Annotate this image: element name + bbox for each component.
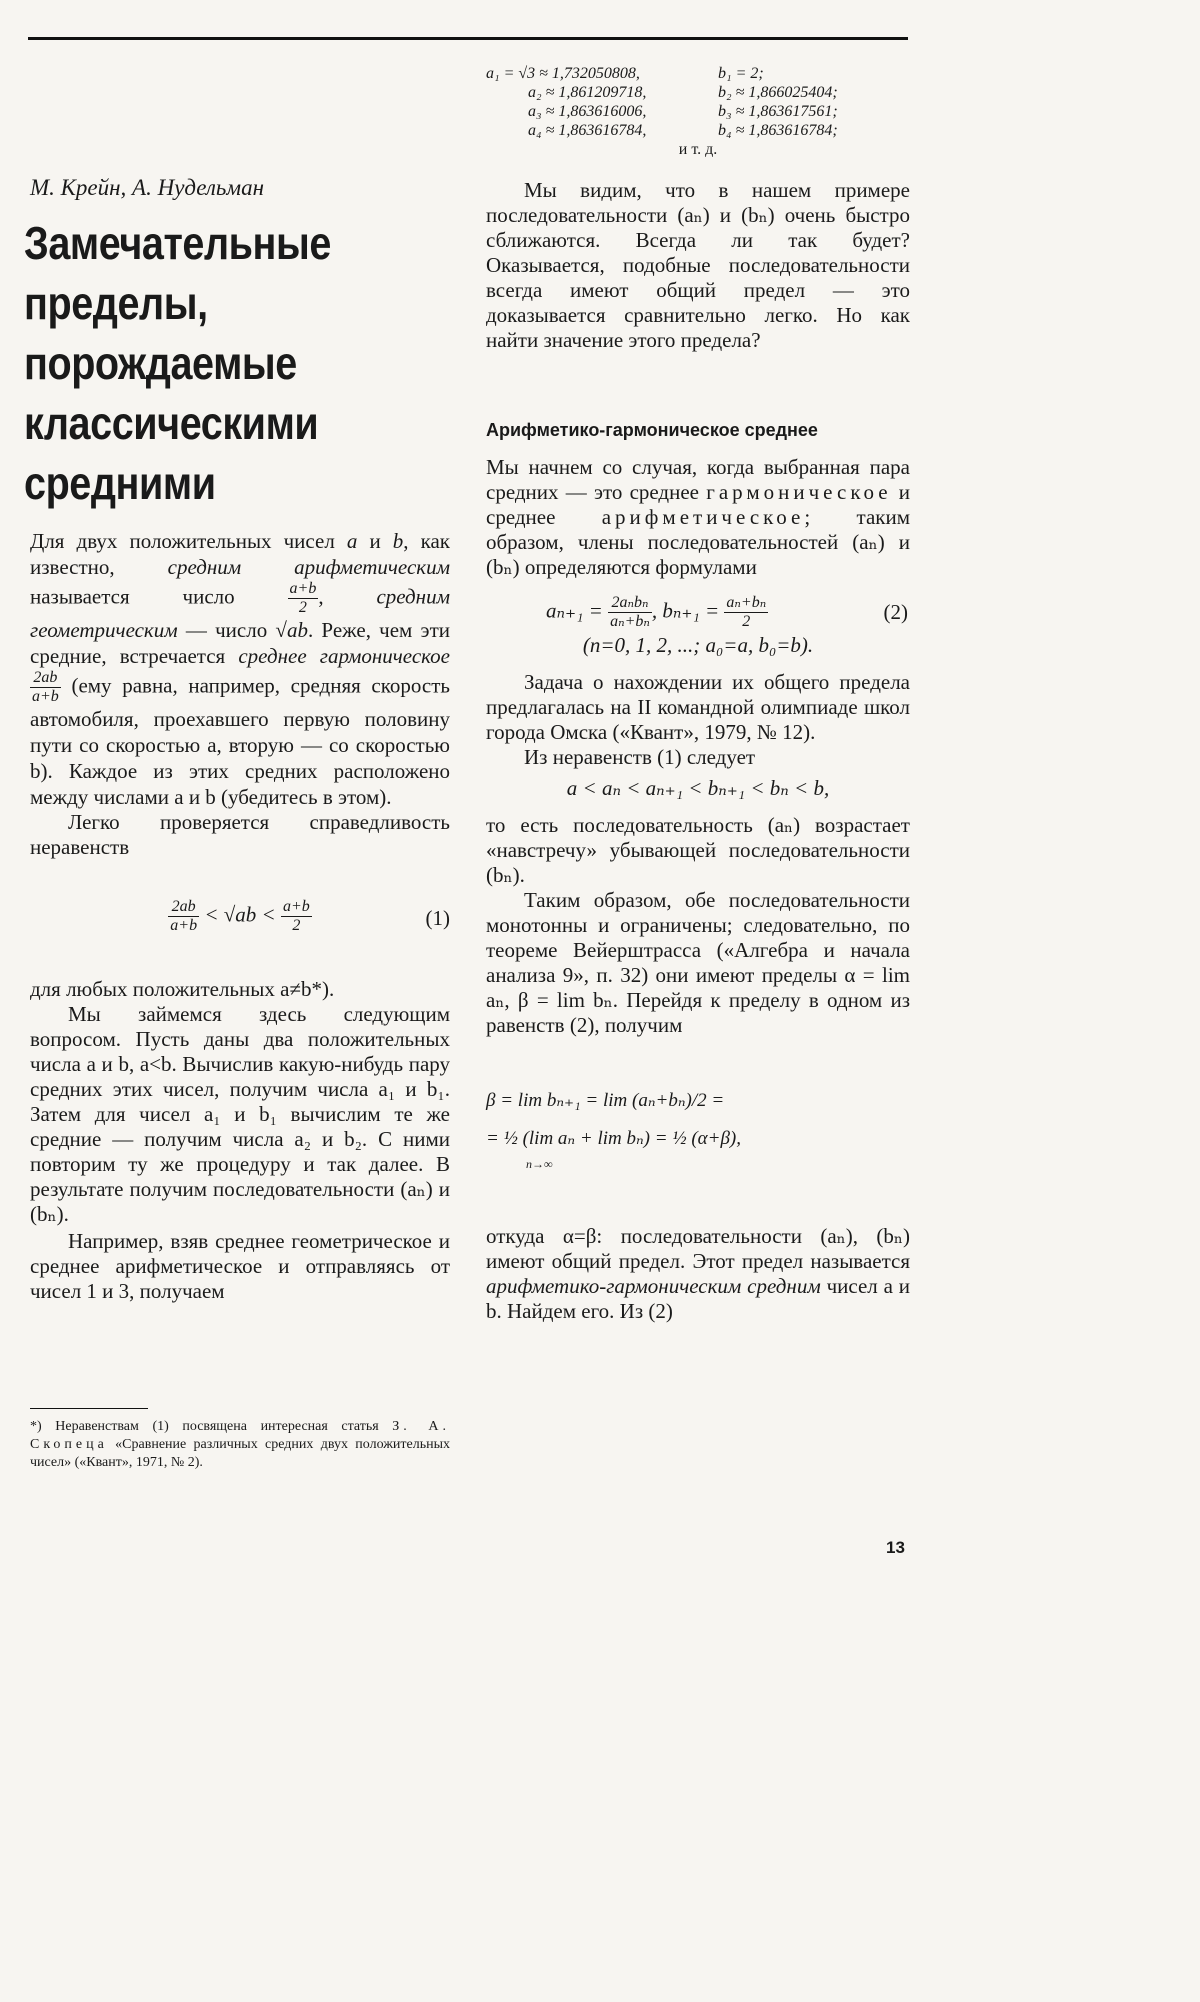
sequence-row (486, 83, 910, 102)
footnote-rule (30, 1408, 148, 1409)
inequality: a < aₙ < aₙ₊₁ < bₙ₊₁ < bₙ < b, (566, 776, 830, 800)
a-value: a₂ ≈ 1,861209718, (528, 84, 647, 101)
title-line: классическими (24, 397, 319, 449)
text: называется число (30, 584, 288, 609)
paragraph: для любых положительных a≠b*). (30, 977, 335, 1001)
text: b (392, 529, 404, 553)
paragraph (30, 528, 450, 810)
denominator: 2 (742, 613, 751, 630)
paragraph: Из неравенств (1) следует (524, 745, 756, 769)
paragraph: то есть последовательность (aₙ) возрастает «навстречу» убывающей последовательности (bₙ). (486, 813, 910, 887)
sequence-table (486, 64, 910, 159)
fraction (724, 594, 768, 631)
text: — число (177, 618, 276, 642)
paragraph: Задача о нахождении их общего предела предлагалась на II командной олимпиаде школ города Омска («Квант», 1979, № 12). (486, 670, 910, 744)
page-number: 13 (886, 1538, 905, 1557)
b-value: b₃ ≈ 1,863617561; (718, 103, 838, 120)
text: гармоническое (706, 480, 892, 504)
text: и (357, 529, 393, 553)
fraction (30, 669, 61, 706)
section-title: Арифметико-гармоническое среднее (486, 420, 818, 440)
denominator: a+b (170, 917, 198, 934)
fraction (281, 898, 312, 935)
equation-2-condition: (n=0, 1, 2, ...; a₀=a, b₀=b). (582, 633, 814, 657)
equation-2 (486, 594, 910, 631)
authors: М. Крейн, А. Нудельман (30, 175, 264, 200)
text: (ему равна, например, средняя скорость автомобиля, проехавшего первую половину пути со скоростью a, вторую — со скоростью b). Каждое из этих средних расположено между числами a и b (убедитесь в этом). (30, 673, 450, 809)
right-column-top (486, 178, 910, 353)
top-rule (28, 37, 908, 40)
paragraph: Мы займемся здесь следующим вопросом. Пусть даны два положительных числа a и b, a<b. Вычислив какую-нибудь пару средних этих чисел, получим числа a₁ и b₁. Затем для чисел a₁ и b₁ вычислим те же средние — получим числа a₂ и b₂. С ними повторим ту же процедуру и так далее. В результате получим последовательности (aₙ) и (bₙ). (30, 1002, 450, 1226)
text: < √ab < (199, 902, 281, 927)
article-title (24, 213, 385, 513)
fraction (168, 898, 199, 935)
title-line: пределы, (24, 277, 208, 329)
numerator: a+b (289, 580, 317, 597)
sequence-row (486, 64, 910, 83)
title-line: Замечательные (24, 217, 331, 269)
paragraph: Таким образом, обе последовательности монотонны и ограничены; следовательно, по теореме Вейерштрасса («Алгебра и начала анализа 9», п. 32) они имеют пределы α = lim aₙ, β = lim bₙ. Перейдя к пределу в одном из равенств (2), получим (486, 888, 910, 1037)
text: чисел a и b. Найдем его. Из (2) (486, 1274, 910, 1323)
paragraph: Например, взяв среднее геометрическое и среднее арифметическое и отправляясь от чисел 1 и 3, получаем (30, 1229, 450, 1303)
a-value: a₁ = √3 ≈ 1,732050808, (486, 65, 640, 82)
denominator: 2 (292, 917, 301, 934)
a-value: a₃ ≈ 1,863616006, (528, 103, 647, 120)
text: Мы начнем со случая, когда выбранная пара средних — это среднее (486, 455, 910, 504)
numerator: a+b (282, 898, 310, 915)
etc: и т. д. (678, 141, 718, 158)
numerator: 2ab (30, 669, 61, 688)
text: , bₙ₊₁ = (651, 598, 725, 623)
b-value: b₄ ≈ 1,863616784; (718, 122, 838, 139)
text: З. А. Скопеца (30, 1419, 450, 1452)
footnote (30, 1418, 450, 1472)
title-line: порождаемые (24, 337, 297, 389)
denominator: 2 (298, 599, 307, 616)
denominator: aₙ+bₙ (610, 613, 650, 630)
text: Для двух положительных чисел (30, 529, 347, 553)
paragraph: Мы видим, что в нашем примере последовательности (aₙ) и (bₙ) очень быстро сближаются. Всегда ли так будет? Оказывается, подобные последовательности всегда имеют общий предел — это доказывается сравнительно легко. Но как найти значение этого предела? (486, 178, 910, 352)
limit-line-1: β = lim bₙ₊₁ = lim (aₙ+bₙ)/2 = (486, 1090, 725, 1111)
inequality-1 (30, 898, 450, 935)
denominator: a+b (32, 688, 59, 705)
b-value: b₁ = 2; (718, 65, 764, 82)
numerator: 2aₙbₙ (608, 594, 652, 613)
text: , (318, 584, 377, 609)
right-column (486, 455, 910, 1324)
text: , как известно, (30, 529, 450, 579)
text: откуда α=β: последовательности (aₙ), (bₙ) имеют общий предел. Этот предел называется (486, 1224, 910, 1273)
title-line: средними (24, 457, 216, 509)
text: aₙ₊₁ = (546, 598, 609, 623)
numerator: 2ab (168, 898, 199, 917)
b-value: b₂ ≈ 1,866025404; (718, 84, 838, 101)
a-value: a₄ ≈ 1,863616784, (528, 122, 647, 139)
sequence-row (486, 102, 910, 121)
limit-subscript: n→∞ (526, 1157, 553, 1171)
text: «Сравнение различных средних двух положительных чисел» («Квант», 1971, № 2). (30, 1437, 450, 1470)
paragraph: Легко проверяется справедливость неравенств (30, 810, 450, 859)
equation-number: (2) (883, 600, 908, 624)
paragraph (486, 1224, 910, 1324)
text: среднее гармоническое (238, 644, 451, 668)
text: ; таким образом, члены последовательностей (aₙ) и (bₙ) определяются формулами (486, 505, 910, 579)
text: средним геометрическим (30, 584, 450, 642)
text: и среднее (486, 480, 910, 529)
equation-number: (1) (425, 906, 450, 930)
limit-line-2: = ½ (lim aₙ + lim bₙ) = ½ (α+β), (486, 1128, 741, 1149)
left-column (30, 528, 450, 1304)
text: . Реже, чем эти средние, встречается (30, 618, 450, 668)
paragraph (486, 455, 910, 580)
fraction (288, 580, 319, 617)
text: *) Неравенствам (1) посвящена интересная статья (30, 1419, 393, 1434)
numerator: aₙ+bₙ (726, 594, 767, 611)
text: арифметико-гармоническим средним (486, 1274, 821, 1298)
text: средним арифметическим (167, 555, 451, 579)
fraction (608, 594, 652, 631)
sqrt-ab: √ab (275, 618, 308, 642)
limit-derivation (486, 1082, 910, 1170)
text: арифметическое (601, 505, 805, 529)
text: a (346, 529, 358, 553)
sequence-row (486, 121, 910, 140)
